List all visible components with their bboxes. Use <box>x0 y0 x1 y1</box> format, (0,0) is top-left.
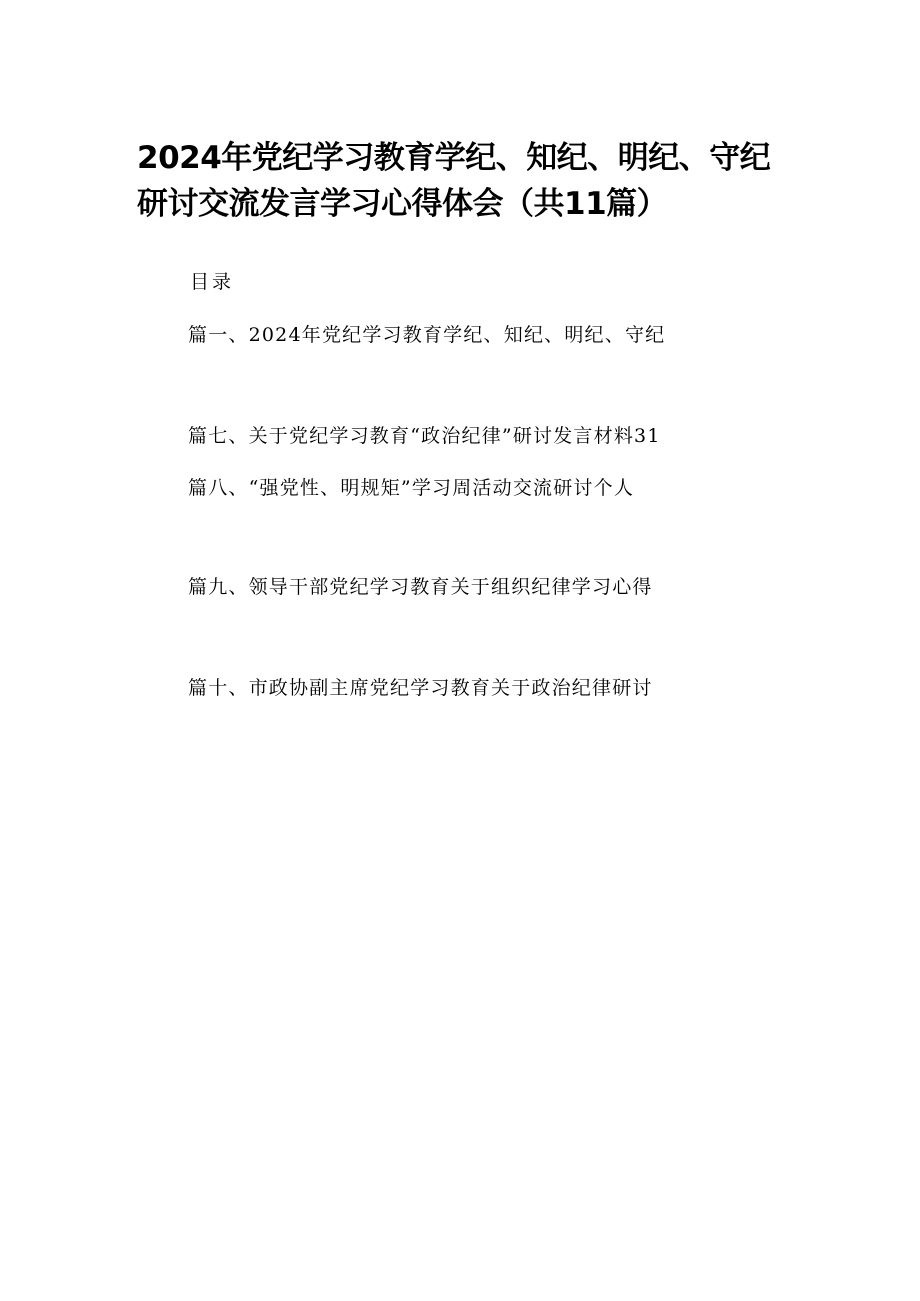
toc-item-9[interactable]: 篇九、领导干部党纪学习教育关于组织纪律学习心得 <box>188 576 653 598</box>
toc-heading: 目录 <box>190 271 235 293</box>
toc-item-7[interactable]: 篇七、关于党纪学习教育“政治纪律”研讨发言材料31 <box>188 425 661 447</box>
toc-item-8[interactable]: 篇八、“强党性、明规矩”学习周活动交流研讨个人 <box>188 477 635 499</box>
title-line-2: 研讨交流发言学习心得体会（共11篇） <box>137 186 668 222</box>
document-title <box>137 135 837 227</box>
title-line-1: 2024年党纪学习教育学纪、知纪、明纪、守纪 <box>137 140 771 176</box>
toc-item-10[interactable]: 篇十、市政协副主席党纪学习教育关于政治纪律研讨 <box>188 677 653 699</box>
toc-item-1[interactable]: 篇一、2024年党纪学习教育学纪、知纪、明纪、守纪 <box>188 324 666 346</box>
